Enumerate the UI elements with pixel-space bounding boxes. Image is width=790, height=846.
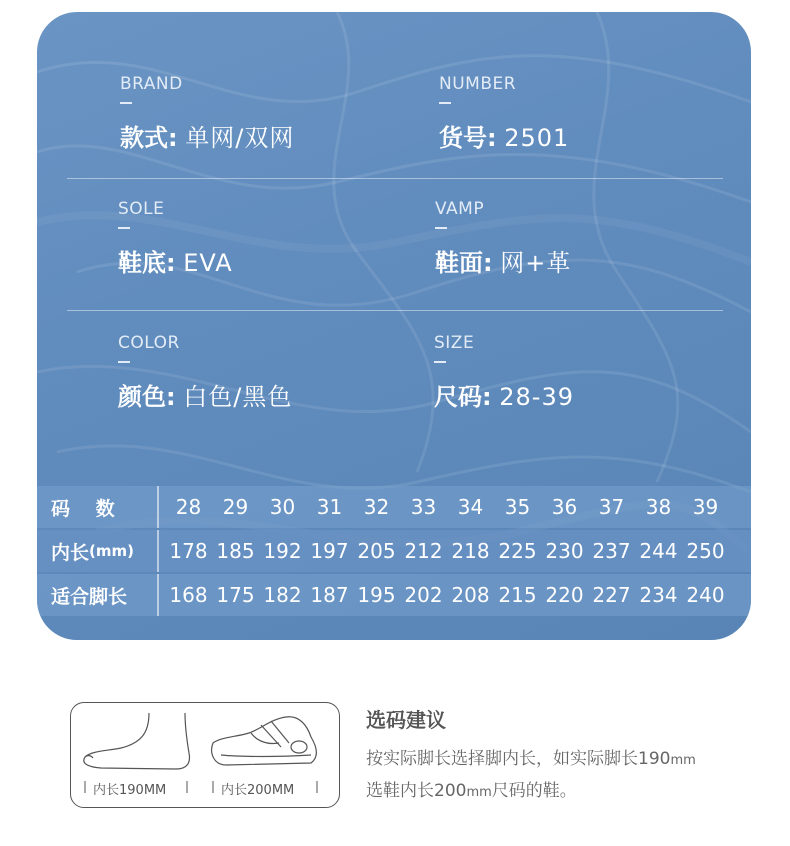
- table-cell: 202: [404, 583, 443, 607]
- dash-mark: [118, 227, 130, 229]
- table-cell: 195: [357, 583, 396, 607]
- table-cell: 175: [216, 583, 255, 607]
- row-header-unit: (mm): [89, 542, 134, 560]
- spec-size-label: 尺码:: [434, 383, 492, 411]
- foot-inner-length-label: 内长190MM: [93, 783, 167, 798]
- row-header-size: 码 数: [37, 486, 159, 528]
- guide-line-1-unit: mm: [670, 753, 696, 768]
- table-cell: 29: [222, 495, 249, 519]
- table-cell: 215: [498, 583, 537, 607]
- row-cells: [159, 583, 751, 607]
- row-cells: [159, 495, 751, 519]
- shoe-inner-length-label: 内长200MM: [221, 783, 295, 798]
- table-cell: 28: [175, 495, 202, 519]
- shoe-icon: [212, 717, 317, 765]
- spec-brand-label: 款式:: [120, 124, 178, 152]
- dash-mark: [120, 102, 132, 104]
- guide-title: 选码建议: [366, 708, 446, 732]
- table-row-size: [37, 486, 751, 528]
- table-row-foot-length: [37, 574, 751, 616]
- guide-text: [366, 744, 766, 808]
- table-cell: 208: [451, 583, 490, 607]
- table-cell: 168: [169, 583, 208, 607]
- table-cell: 220: [545, 583, 584, 607]
- spec-brand-value: 单网/双网: [185, 124, 295, 152]
- dash-mark: [434, 361, 446, 363]
- spec-size: [434, 333, 574, 412]
- table-cell: 205: [357, 539, 396, 563]
- size-table: [37, 486, 751, 616]
- table-cell: 33: [410, 495, 437, 519]
- guide-line-2: [366, 776, 766, 808]
- spec-color-label: 颜色:: [118, 383, 176, 411]
- table-cell: 187: [310, 583, 349, 607]
- spec-vamp-value: 网+革: [500, 249, 572, 277]
- spec-number-value: 2501: [504, 124, 570, 152]
- table-cell: 31: [316, 495, 343, 519]
- spec-number-label: 货号:: [439, 124, 497, 152]
- spec-sole: [118, 199, 233, 278]
- table-cell: 37: [598, 495, 625, 519]
- table-cell: 182: [263, 583, 302, 607]
- table-cell: 39: [692, 495, 719, 519]
- table-row-inner-length: [37, 530, 751, 572]
- row-cells: [159, 539, 751, 563]
- table-cell: 185: [216, 539, 255, 563]
- spec-vamp: [435, 199, 571, 278]
- size-guide-illustration: [70, 702, 340, 808]
- table-cell: 234: [639, 583, 678, 607]
- table-cell: 218: [451, 539, 490, 563]
- spec-vamp-en: VAMP: [435, 199, 485, 219]
- guide-line-1: [366, 744, 766, 776]
- table-cell: 237: [592, 539, 631, 563]
- spec-brand: [120, 74, 294, 153]
- table-cell: 250: [686, 539, 725, 563]
- table-cell: 178: [169, 539, 208, 563]
- table-cell: 227: [592, 583, 631, 607]
- guide-line-1-text: 按实际脚长选择脚内长，如实际脚长190: [366, 749, 671, 769]
- table-cell: 192: [263, 539, 302, 563]
- table-cell: 32: [363, 495, 390, 519]
- dash-mark: [435, 227, 447, 229]
- spec-vamp-label: 鞋面:: [435, 249, 493, 277]
- spec-color: [118, 333, 292, 412]
- spec-card: [37, 12, 751, 640]
- table-cell: 230: [545, 539, 584, 563]
- spec-number-en: NUMBER: [439, 74, 517, 94]
- table-cell: 240: [686, 583, 725, 607]
- guide-line-2-text: 选鞋内长200: [366, 781, 467, 801]
- table-cell: 225: [498, 539, 537, 563]
- row-header-foot-length: 适合脚长: [37, 574, 159, 616]
- dash-mark: [439, 102, 451, 104]
- spec-color-value: 白色/黑色: [183, 383, 293, 411]
- spec-sole-value: EVA: [183, 249, 233, 277]
- guide-line-2-tail: 尺码的鞋。: [491, 781, 577, 801]
- table-cell: 212: [404, 539, 443, 563]
- spec-sole-label: 鞋底:: [118, 249, 176, 277]
- spec-brand-en: BRAND: [120, 74, 183, 94]
- spec-size-en: SIZE: [434, 333, 475, 353]
- table-cell: 36: [551, 495, 578, 519]
- table-cell: 38: [645, 495, 672, 519]
- row-header-inner-length: [37, 530, 159, 572]
- table-cell: 35: [504, 495, 531, 519]
- divider: [67, 178, 723, 179]
- spec-color-en: COLOR: [118, 333, 180, 353]
- table-cell: 34: [457, 495, 484, 519]
- foot-icon: [84, 713, 190, 769]
- table-cell: 244: [639, 539, 678, 563]
- spec-sole-en: SOLE: [118, 199, 165, 219]
- dash-mark: [118, 361, 130, 363]
- divider: [67, 310, 723, 311]
- spec-number: [439, 74, 569, 153]
- guide-line-2-unit: mm: [466, 785, 492, 800]
- table-cell: 197: [310, 539, 349, 563]
- spec-size-value: 28-39: [499, 383, 574, 411]
- row-header-text: 内长: [51, 541, 90, 564]
- table-cell: 30: [269, 495, 296, 519]
